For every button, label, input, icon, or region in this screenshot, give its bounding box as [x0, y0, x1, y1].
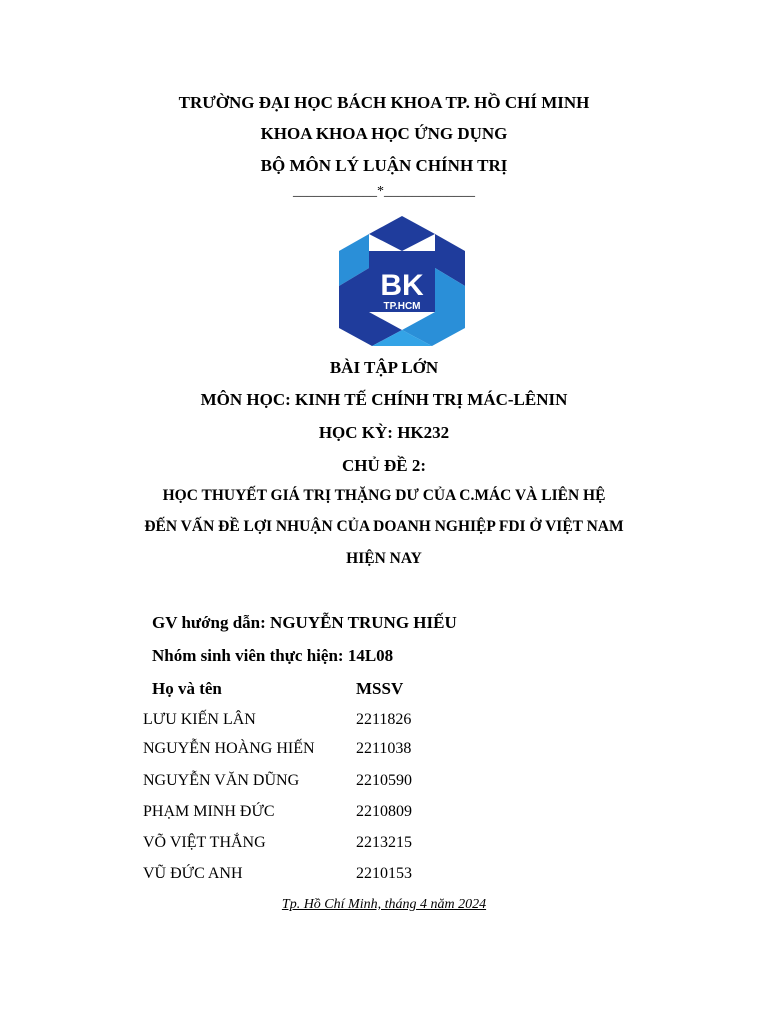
student-name: NGUYỄN HOÀNG HIẾN [143, 740, 315, 757]
topic-number: CHỦ ĐỀ 2: [341, 456, 427, 475]
student-id: 2210590 [356, 772, 412, 789]
advisor: GV hướng dẫn: NGUYỄN TRUNG HIẾU [152, 613, 457, 632]
student-id: 2210809 [356, 803, 412, 820]
topic-line-1: HỌC THUYẾT GIÁ TRỊ THẶNG DƯ CỦA C.MÁC VÀ LIÊN HỆ [162, 487, 606, 504]
doc-kind: BÀI TẬP LỚN [329, 358, 439, 377]
logo-bk-text: BK [380, 269, 424, 302]
student-id: 2213215 [356, 834, 412, 851]
student-name: LƯU KIẾN LÂN [143, 711, 256, 728]
university-name: TRƯỜNG ĐẠI HỌC BÁCH KHOA TP. HỒ CHÍ MINH [178, 93, 590, 112]
student-id: 2211826 [356, 711, 412, 728]
department-name: BỘ MÔN LÝ LUẬN CHÍNH TRỊ [260, 156, 508, 175]
subject-title: MÔN HỌC: KINH TẾ CHÍNH TRỊ MÁC-LÊNIN [200, 390, 568, 409]
student-name: NGUYỄN VĂN DŨNG [143, 772, 300, 789]
student-group: Nhóm sinh viên thực hiện: 14L08 [152, 646, 394, 665]
logo-sub-text: TP.HCM [383, 301, 421, 312]
student-name: PHẠM MINH ĐỨC [143, 803, 275, 820]
student-id: 2210153 [356, 865, 412, 882]
topic-line-2: ĐẾN VẤN ĐỀ LỢI NHUẬN CỦA DOANH NGHIỆP FDI Ở VIỆT NAM [144, 518, 624, 535]
semester: HỌC KỲ: HK232 [318, 423, 450, 442]
column-id-header: MSSV [356, 679, 404, 698]
faculty-name: KHOA KHOA HỌC ỨNG DỤNG [260, 124, 508, 143]
student-name: VŨ ĐỨC ANH [143, 865, 243, 882]
column-name-header: Họ và tên [152, 679, 222, 698]
place-date: Tp. Hồ Chí Minh, tháng 4 năm 2024 [281, 897, 487, 912]
student-id: 2211038 [356, 740, 412, 757]
student-name: VÕ VIỆT THẮNG [143, 834, 266, 851]
topic-line-3: HIỆN NAY [346, 550, 422, 567]
logo-top-facet [369, 216, 435, 251]
bk-logo [339, 216, 465, 346]
header-divider: ____________*_____________ [293, 184, 475, 199]
